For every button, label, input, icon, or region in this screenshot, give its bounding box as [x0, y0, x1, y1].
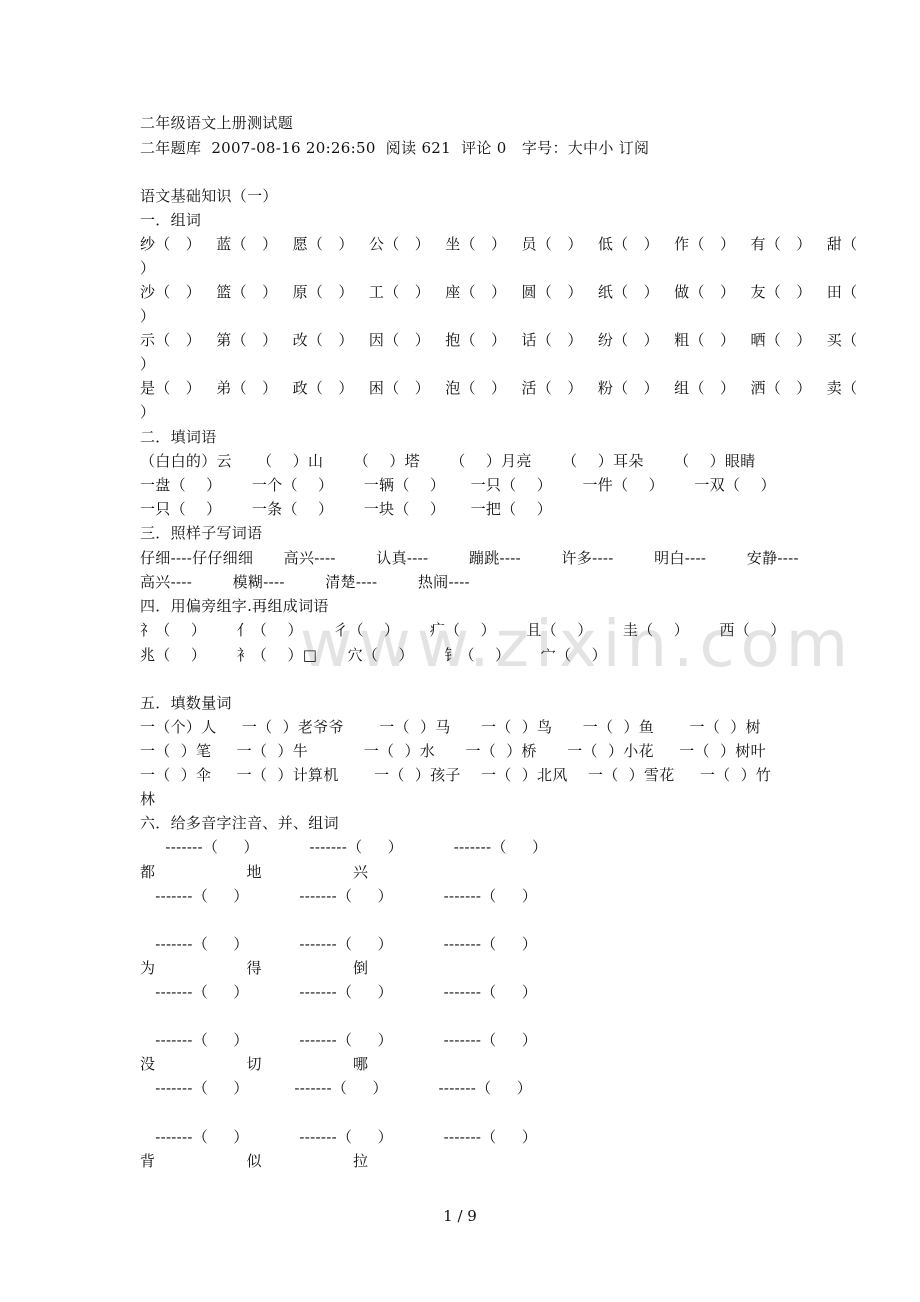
- section-title: 语文基础知识（一）: [140, 187, 278, 205]
- part1-row: ）: [140, 403, 156, 421]
- page-number: [0, 1207, 920, 1225]
- part2-row: （白白的）云 （ ）山 （ ）塔 （ ）月亮 （ ）耳朵 （ ）眼睛: [140, 452, 756, 470]
- part5-row: 一（ ）笔 一（ ）牛 一（ ）水 一（ ）桥 一（ ）小花 一（ ）树叶: [140, 742, 766, 760]
- document-title: 二年级语文上册测试题: [140, 114, 294, 132]
- document-meta: 二年题库 2007-08-16 20:26:50 阅读 621 评论 0 字号：大中小 订阅: [140, 139, 650, 157]
- part4-row: 礻（ ） 亻（ ） 彳（ ） 疒（ ） 且（ ） 圭（ ） 西（ ）: [140, 621, 786, 639]
- part3-row: 仔细----仔仔细细 高兴---- 认真---- 蹦跳---- 许多---- 明白---- 安静----: [140, 549, 799, 567]
- part1-row: 示（ ） 第（ ） 改（ ） 因（ ） 抱（ ） 话（ ） 纷（ ） 粗（ ） 晒（ ） 买（: [140, 331, 858, 349]
- part6-heading: 六．给多音字注音、并、组词: [140, 814, 339, 832]
- part4-heading: 四．用偏旁组字.再组成词语: [140, 597, 329, 615]
- part6-row: -------（ ） -------（ ） -------（ ）: [140, 838, 548, 856]
- part1-row: ）: [140, 355, 156, 373]
- part5-row: 一（ ）伞 一（ ）计算机 一（ ）孩子 一（ ）北风 一（ ）雪花 一（ ）竹: [140, 766, 772, 784]
- part6-row: -------（ ） -------（ ） -------（ ）: [140, 1079, 533, 1097]
- part6-row: -------（ ） -------（ ） -------（ ）: [140, 1031, 538, 1049]
- part4-row: 兆（ ） 衤（ ）□ 穴（ ） 钅（ ） 宀（ ）: [140, 646, 607, 664]
- part2-row: 一盘（ ） 一个（ ） 一辆（ ） 一只（ ） 一件（ ） 一双（ ）: [140, 476, 776, 494]
- page-number-text: 1 / 9: [443, 1207, 477, 1225]
- part6-row: -------（ ） -------（ ） -------（ ）: [140, 1128, 538, 1146]
- part6-row: -------（ ） -------（ ） -------（ ）: [140, 887, 538, 905]
- part6-row: 为 得 倒: [140, 959, 369, 977]
- part6-row: 背 似 拉: [140, 1152, 369, 1170]
- part1-row: 是（ ） 弟（ ） 政（ ） 困（ ） 泡（ ） 活（ ） 粉（ ） 组（ ） 洒（ ） 卖（: [140, 379, 858, 397]
- part1-row: 沙（ ） 篮（ ） 原（ ） 工（ ） 座（ ） 圆（ ） 纸（ ） 做（ ） 友（ ） 田（: [140, 283, 858, 301]
- part5-row: 林: [140, 790, 156, 808]
- part6-row: -------（ ） -------（ ） -------（ ）: [140, 983, 538, 1001]
- part2-row: 一只（ ） 一条（ ） 一块（ ） 一把（ ）: [140, 500, 553, 518]
- part1-row: 纱（ ） 蓝（ ） 愿（ ） 公（ ） 坐（ ） 员（ ） 低（ ） 作（ ） 有（ ） 甜（: [140, 235, 858, 253]
- part6-row: 没 切 哪: [140, 1055, 369, 1073]
- part1-heading: 一．组词: [140, 211, 202, 229]
- watermark: www. zixin .com: [300, 608, 854, 682]
- part1-row: ）: [140, 259, 156, 277]
- part5-heading: 五．填数量词: [140, 694, 232, 712]
- part5-row: 一（个）人 一（ ）老爷爷 一（ ）马 一（ ）鸟 一（ ）鱼 一（ ）树: [140, 718, 761, 736]
- part1-row: ）: [140, 307, 156, 325]
- part6-row: -------（ ） -------（ ） -------（ ）: [140, 935, 538, 953]
- part2-heading: 二．填词语: [140, 428, 217, 446]
- part3-heading: 三．照样子写词语: [140, 524, 263, 542]
- part6-row: 都 地 兴: [140, 863, 369, 881]
- part3-row: 高兴---- 模糊---- 清楚---- 热闹----: [140, 573, 470, 591]
